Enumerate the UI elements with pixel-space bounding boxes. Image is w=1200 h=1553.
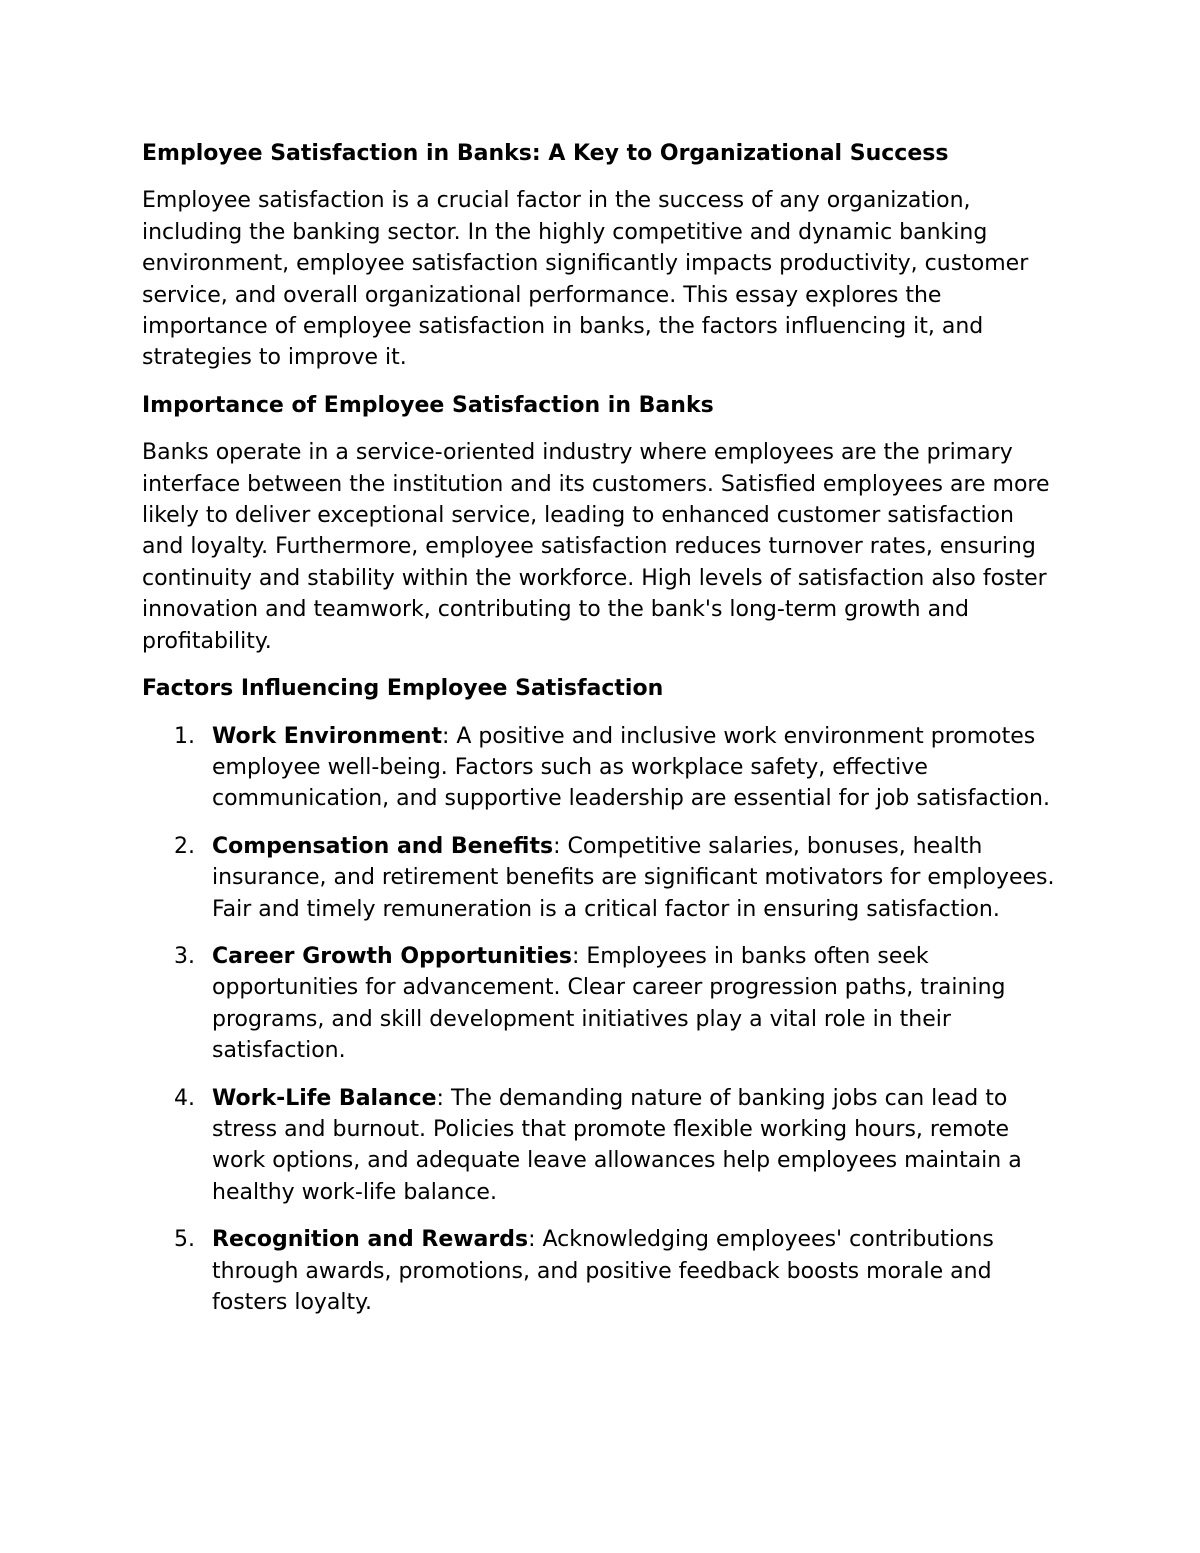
document-page [142,138,1062,1334]
list-item-term: Compensation and Benefits [212,833,554,859]
list-item [142,721,1062,815]
factors-list [142,721,1062,1319]
list-item-number: 5. [174,1227,195,1253]
list-item-number: 1. [174,723,195,749]
list-item [142,831,1062,925]
importance-paragraph: Banks operate in a service-oriented industry where employees are the primary interface between the institution and its customers. Satisfied employees are more likely to deliver exceptional service, leading to enhanced customer satisfaction and loyalty. Furthermore, employee satisfaction reduces turnover rates, ensuring continuity and stability within the workforce. High levels of satisfaction also foster innovation and teamwork, contributing to the bank's long-term growth and profitability. [142,440,1050,654]
list-item-text: : The demanding nature of banking jobs can lead to stress and burnout. Policies that promote flexible working hours, remote work options, and adequate leave allowances help employees maintain a healthy work-life balance. [212,1085,1022,1205]
section-heading-factors: Factors Influencing Employee Satisfaction [142,676,664,702]
list-item-text: : Competitive salaries, bonuses, health insurance, and retirement benefits are significant motivators for employees. Fair and timely remuneration is a critical factor in ensuring satisfaction. [212,833,1055,922]
list-item-number: 2. [174,833,195,859]
list-item-text: : Employees in banks often seek opportunities for advancement. Clear career progression paths, training programs, and skill development initiatives play a vital role in their satisfaction. [212,943,1006,1064]
list-item-term: Work-Life Balance [212,1085,437,1111]
list-item-term: Work Environment [212,723,442,749]
list-item [142,1224,1062,1318]
list-item-number: 4. [174,1085,195,1111]
list-item-term: Career Growth Opportunities [212,943,572,969]
list-item [142,1083,1062,1209]
list-item-text: : A positive and inclusive work environment promotes employee well-being. Factors such as workplace safety, effective communication, and supportive leadership are essential for job satisfaction. [212,723,1050,812]
list-item [142,941,1062,1067]
document-title: Employee Satisfaction in Banks: A Key to Organizational Success [142,141,949,166]
list-item-text: : Acknowledging employees' contributions through awards, promotions, and positive feedback boosts morale and fosters loyalty. [212,1227,994,1315]
section-heading-importance: Importance of Employee Satisfaction in Banks [142,392,714,418]
list-item-number: 3. [174,943,195,969]
intro-paragraph: Employee satisfaction is a crucial factor in the success of any organization, including the banking sector. In the highly competitive and dynamic banking environment, employee satisfaction significantly impacts productivity, customer service, and overall organizational performance. This essay explores the importance of employee satisfaction in banks, the factors influencing it, and strategies to improve it. [142,188,1029,371]
list-item-term: Recognition and Rewards [212,1227,529,1253]
